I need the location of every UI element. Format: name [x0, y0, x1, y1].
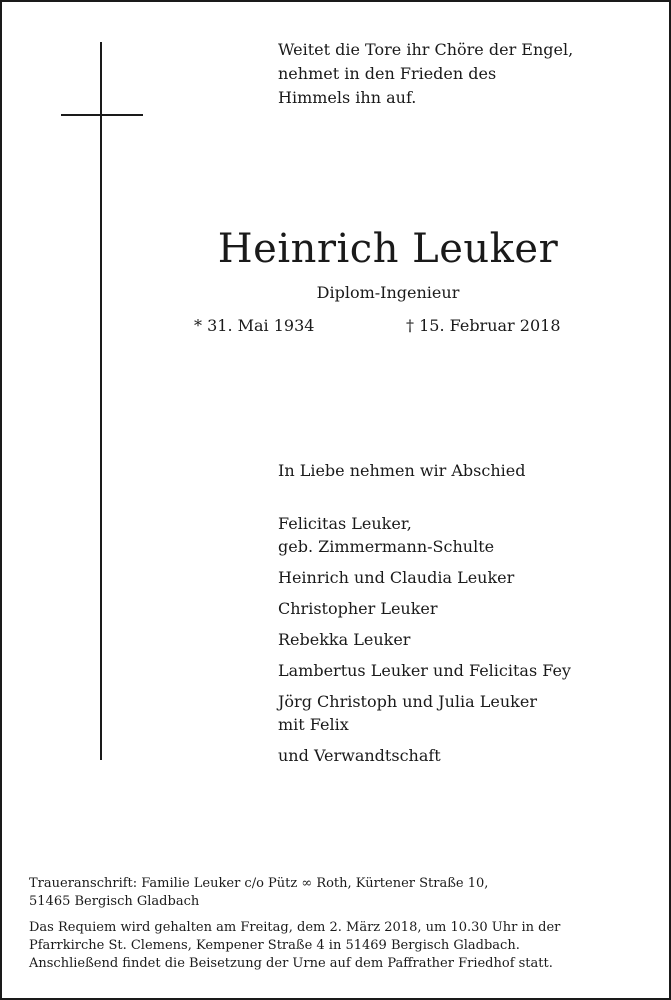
- list-item: [278, 597, 571, 620]
- deceased-title: Diplom-Ingenieur: [316, 283, 460, 302]
- verse-line: Weitet die Tore ihr Chöre der Engel,: [278, 40, 574, 59]
- mourner-name: Heinrich und Claudia Leuker: [278, 568, 515, 587]
- mourning-address: 51465 Bergisch Gladbach: [29, 894, 200, 909]
- verse-line: Himmels ihn auf.: [278, 88, 417, 107]
- list-item: [278, 628, 571, 651]
- service-info: Anschließend findet die Beisetzung der Urne auf dem Paffrather Friedhof statt.: [29, 956, 553, 971]
- mourner-name: geb. Zimmermann-Schulte: [278, 537, 495, 556]
- cross-vertical-bar: [100, 42, 102, 760]
- verse: [278, 38, 573, 110]
- mourner-name: Christopher Leuker: [278, 599, 438, 618]
- mourner-name: Felicitas Leuker,: [278, 514, 412, 533]
- service-info: Pfarrkirche St. Clemens, Kempener Straße 4 in 51469 Bergisch Gladbach.: [29, 938, 520, 953]
- mourner-name: Jörg Christoph und Julia Leuker: [278, 692, 537, 711]
- verse-line: nehmet in den Frieden des: [278, 64, 497, 83]
- mourner-name: und Verwandtschaft: [278, 746, 441, 765]
- mourner-name: Rebekka Leuker: [278, 630, 411, 649]
- list-item: [278, 690, 571, 736]
- list-item: [278, 744, 571, 767]
- list-item: [278, 659, 571, 682]
- death-date: † 15. Februar 2018: [406, 316, 561, 335]
- list-item: [278, 512, 571, 558]
- list-item: [278, 566, 571, 589]
- deceased-name: Heinrich Leuker: [217, 226, 559, 272]
- mourner-name: Lambertus Leuker und Felicitas Fey: [278, 661, 571, 680]
- mourner-name: mit Felix: [278, 715, 349, 734]
- mourners-list: [278, 512, 571, 775]
- birth-date: * 31. Mai 1934: [194, 316, 315, 335]
- farewell-text: In Liebe nehmen wir Abschied: [278, 461, 526, 480]
- cross-horizontal-bar: [61, 114, 143, 116]
- mourning-address: Traueranschrift: Familie Leuker c/o Pütz ∞ Roth, Kürtener Straße 10,: [29, 876, 489, 891]
- service-info: Das Requiem wird gehalten am Freitag, dem 2. März 2018, um 10.30 Uhr in der: [29, 920, 561, 935]
- footer-info: [29, 875, 560, 973]
